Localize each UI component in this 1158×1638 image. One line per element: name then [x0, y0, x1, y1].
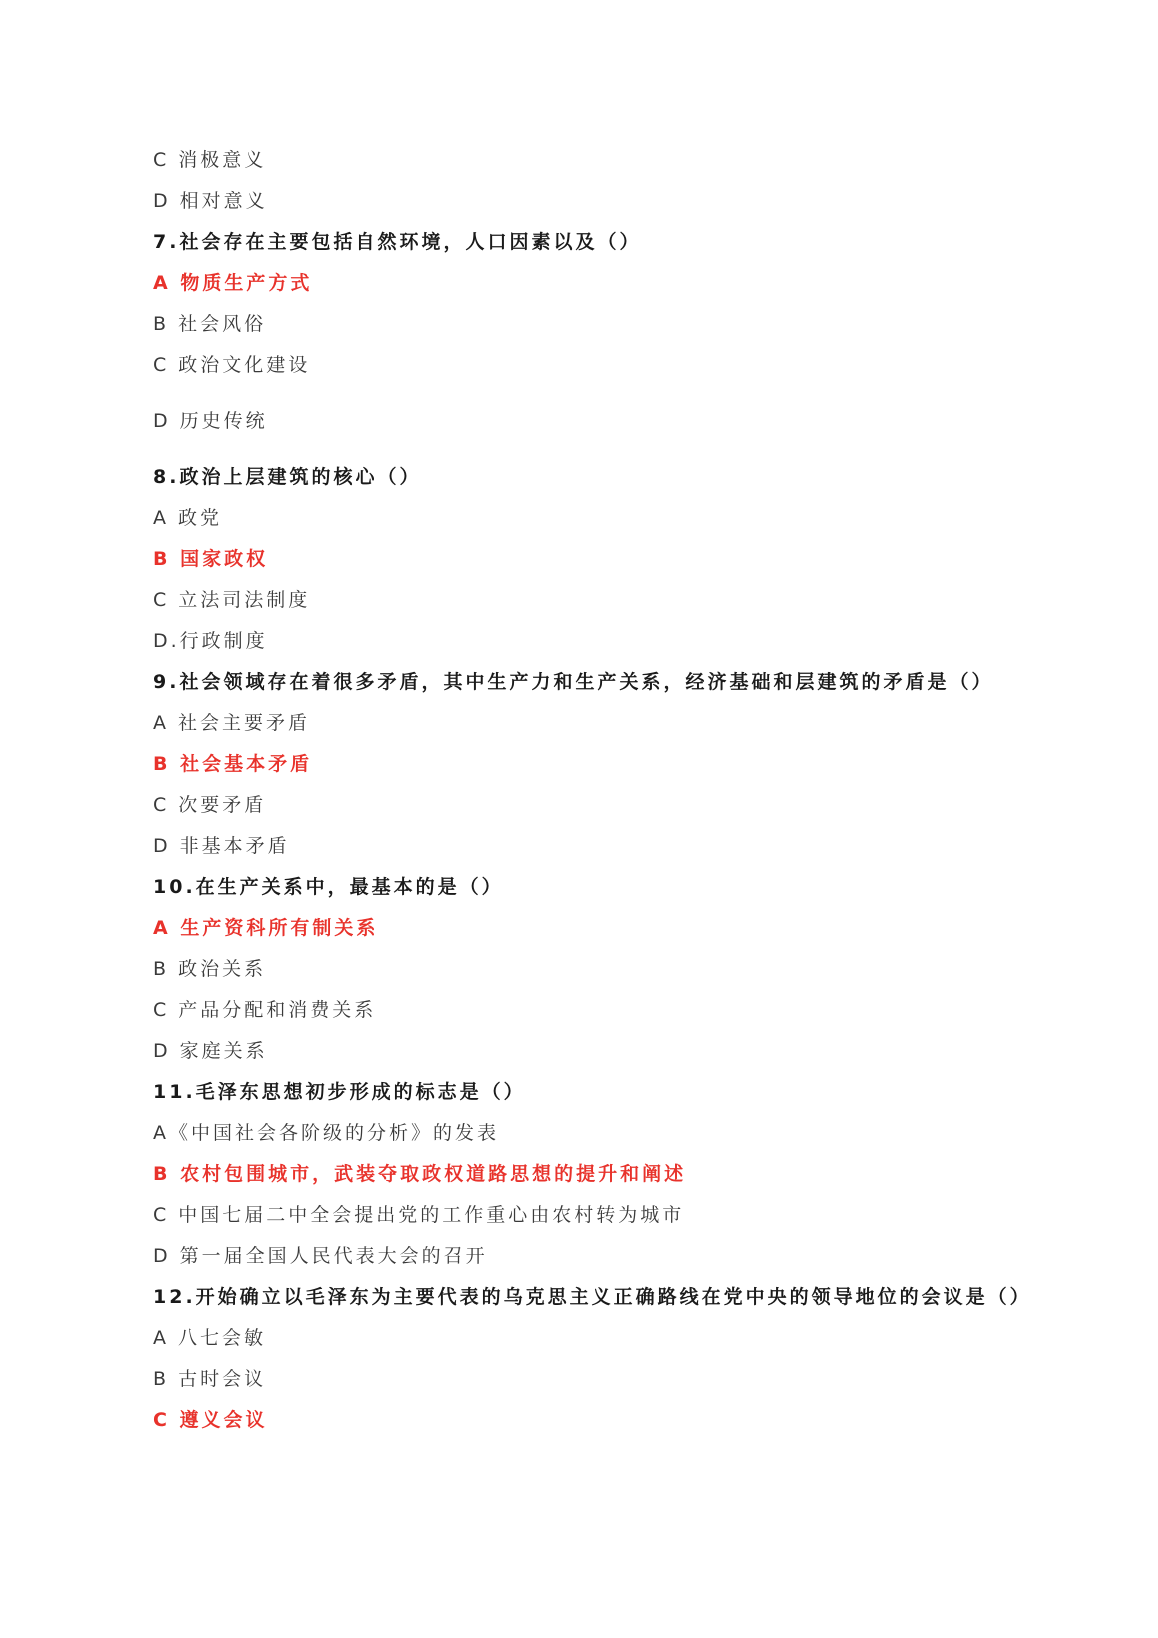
option-11c: C 中国七届二中全会提出党的工作重心由农村转为城市 — [153, 1204, 685, 1226]
option-11a: A《中国社会各阶级的分析》的发表 — [153, 1122, 499, 1144]
option-10c: C 产品分配和消费关系 — [153, 999, 377, 1021]
option-9d: D 非基本矛盾 — [153, 835, 290, 857]
option-11d: D 第一届全国人民代表大会的召开 — [153, 1245, 488, 1267]
option-d-相对意义: D 相对意义 — [153, 190, 268, 212]
option-10d: D 家庭关系 — [153, 1040, 268, 1062]
question-12: 12.开始确立以毛泽东为主要代表的乌克思主义正确路线在党中央的领导地位的会议是（） — [153, 1286, 1032, 1308]
option-7c: C 政治文化建设 — [153, 354, 311, 376]
answer-option-7a: A 物质生产方式 — [153, 272, 313, 294]
option-7d: D 历史传统 — [153, 410, 268, 432]
option-8c: C 立法司法制度 — [153, 589, 311, 611]
option-12a: A 八七会敏 — [153, 1327, 267, 1349]
option-9a: A 社会主要矛盾 — [153, 712, 311, 734]
answer-option-10a: A 生产资科所有制关系 — [153, 917, 379, 939]
option-10b: B 政治关系 — [153, 958, 267, 980]
option-8d: D.行政制度 — [153, 630, 268, 652]
question-7: 7.社会存在主要包括自然环境，人口因素以及（） — [153, 231, 642, 253]
answer-option-12c: C 遵义会议 — [153, 1409, 268, 1431]
question-10: 10.在生产关系中，最基本的是（） — [153, 876, 504, 898]
question-8: 8.政治上层建筑的核心（） — [153, 466, 422, 488]
option-12b: B 古时会议 — [153, 1368, 267, 1390]
answer-option-8b: B 国家政权 — [153, 548, 269, 570]
option-9c: C 次要矛盾 — [153, 794, 267, 816]
answer-option-9b: B 社会基本矛盾 — [153, 753, 313, 775]
option-7b: B 社会风俗 — [153, 313, 267, 335]
option-8a: A 政党 — [153, 507, 223, 529]
question-11: 11.毛泽东思想初步形成的标志是（） — [153, 1081, 526, 1103]
option-c-消极意义: C 消极意义 — [153, 149, 267, 171]
question-9: 9.社会领域存在着很多矛盾，其中生产力和生产关系，经济基础和层建筑的矛盾是（） — [153, 671, 994, 693]
answer-option-11b: B 农村包围城市，武装夺取政权道路思想的提升和阐述 — [153, 1163, 687, 1185]
